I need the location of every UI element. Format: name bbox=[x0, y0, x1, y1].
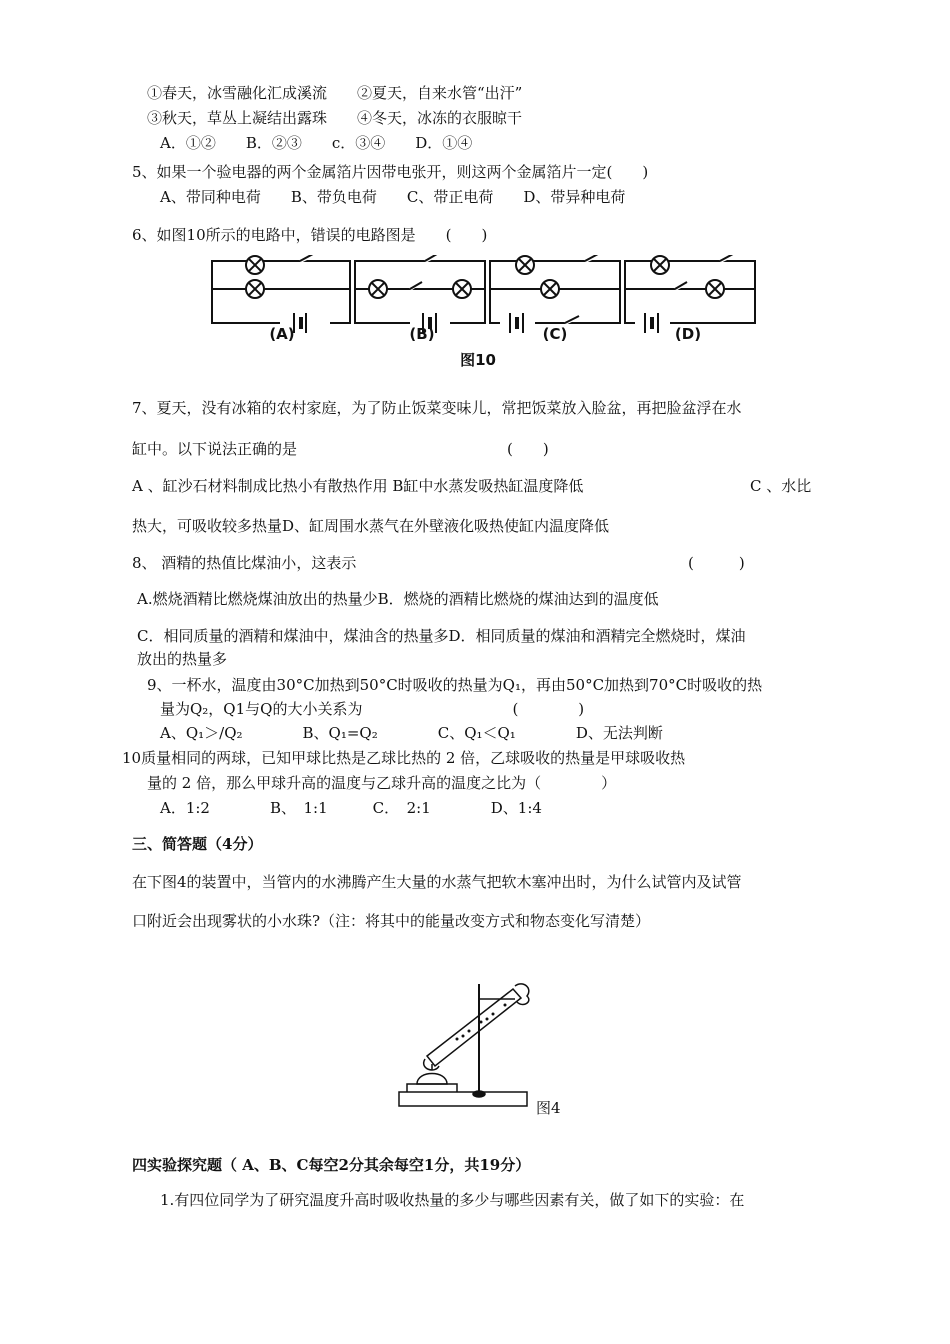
q10-choices: A．1:2 B、 1:1 C． 2:1 D、1:4 bbox=[160, 799, 542, 817]
q8-stem: 8、 酒精的热值比煤油小，这表示 bbox=[132, 554, 357, 572]
circuit-d bbox=[625, 255, 755, 333]
figure-10-label-d: (D) bbox=[674, 325, 702, 343]
circuit-c bbox=[490, 255, 620, 333]
q7-options-line-2: 热大，可吸收较多热量D、缸周围水蒸气在外壁液化吸热使缸内温度降低 bbox=[132, 517, 610, 535]
figure-4-caption: 图4 bbox=[536, 1099, 561, 1117]
circuit-a bbox=[212, 255, 350, 333]
q10-stem-line-2: 量的 2 倍，那么甲球升高的温度与乙球升高的温度之比为（ ） bbox=[147, 774, 617, 792]
figure-10-label-a: (A) bbox=[269, 325, 295, 343]
q7-options-line-1: A 、缸沙石材料制成比热小有散热作用 B缸中水蒸发吸热缸温度降低 bbox=[132, 477, 584, 495]
q8-options-line-3: 放出的热量多 bbox=[137, 650, 228, 668]
figure-10-caption: 图10 bbox=[460, 351, 496, 369]
q4-choices: A．①② B．②③ c．③④ D．①④ bbox=[160, 134, 473, 152]
figure-10-label-b: (B) bbox=[409, 325, 435, 343]
q7-stem-line-2: 缸中。以下说法正确的是 ( ) bbox=[132, 440, 549, 458]
circuit-b bbox=[355, 255, 485, 333]
section-4-question-1: 1.有四位同学为了研究温度升高时吸收热量的多少与哪些因素有关，做了如下的实验：在 bbox=[160, 1191, 745, 1209]
q5-choices: A、带同种电荷 B、带负电荷 C、带正电荷 D、带异种电荷 bbox=[160, 188, 626, 206]
q10-stem-line-1: 10质量相同的两球，已知甲球比热是乙球比热的 2 倍，乙球吸收的热量是甲球吸收热 bbox=[122, 749, 686, 767]
q4-option-line-1: ①春天，冰雪融化汇成溪流 ②夏天，自来水管“出汗” bbox=[147, 84, 523, 102]
q8-options-line-1: A.燃烧酒精比燃烧煤油放出的热量少B．燃烧的酒精比燃烧的煤油达到的温度低 bbox=[137, 590, 659, 608]
q5-stem: 5、如果一个验电器的两个金属箔片因带电张开，则这两个金属箔片一定( ) bbox=[132, 163, 649, 181]
figure-10-label-c: (C) bbox=[542, 325, 568, 343]
section-3-question-line-1: 在下图4的装置中，当管内的水沸腾产生大量的水蒸气把软木塞冲出时，为什么试管内及试管 bbox=[132, 873, 742, 891]
q9-choices: A、Q₁＞/Q₂ B、Q₁=Q₂ C、Q₁＜Q₁ D、无法判断 bbox=[160, 724, 663, 742]
figure-4-apparatus bbox=[397, 974, 537, 1114]
q8-options-line-2: C．相同质量的酒精和煤油中，煤油含的热量多D．相同质量的煤油和酒精完全燃烧时，煤油 bbox=[137, 627, 746, 645]
q4-option-line-2: ③秋天，草丛上凝结出露珠 ④冬天，冰冻的衣服晾干 bbox=[147, 109, 523, 127]
q7-stem-line-1: 7、夏天，没有冰箱的农村家庭，为了防止饭菜变味儿，常把饭菜放入脸盆，再把脸盆浮在水 bbox=[132, 399, 742, 417]
section-4-heading: 四实验探究题（ A、B、C每空2分其余每空1分，共19分） bbox=[132, 1156, 531, 1174]
q9-stem-line-1: 9、一杯水，温度由30°C加热到50°C时吸收的热量为Q₁，再由50°C加热到70°C时吸收的热 bbox=[147, 676, 763, 694]
q8-answer-blank: ( ) bbox=[688, 554, 745, 572]
figure-10-circuits bbox=[210, 255, 770, 370]
q6-stem: 6、如图10所示的电路中，错误的电路图是 ( ) bbox=[132, 226, 488, 244]
section-3-heading: 三、简答题（4分） bbox=[132, 835, 263, 853]
q9-stem-line-2: 量为Q₂，Q1与Q的大小关系为 ( ) bbox=[160, 700, 585, 718]
section-3-question-line-2: 口附近会出现雾状的小水珠?（注：将其中的能量改变方式和物态变化写清楚） bbox=[132, 912, 651, 930]
q7-option-c-start: C 、水比 bbox=[750, 477, 812, 495]
